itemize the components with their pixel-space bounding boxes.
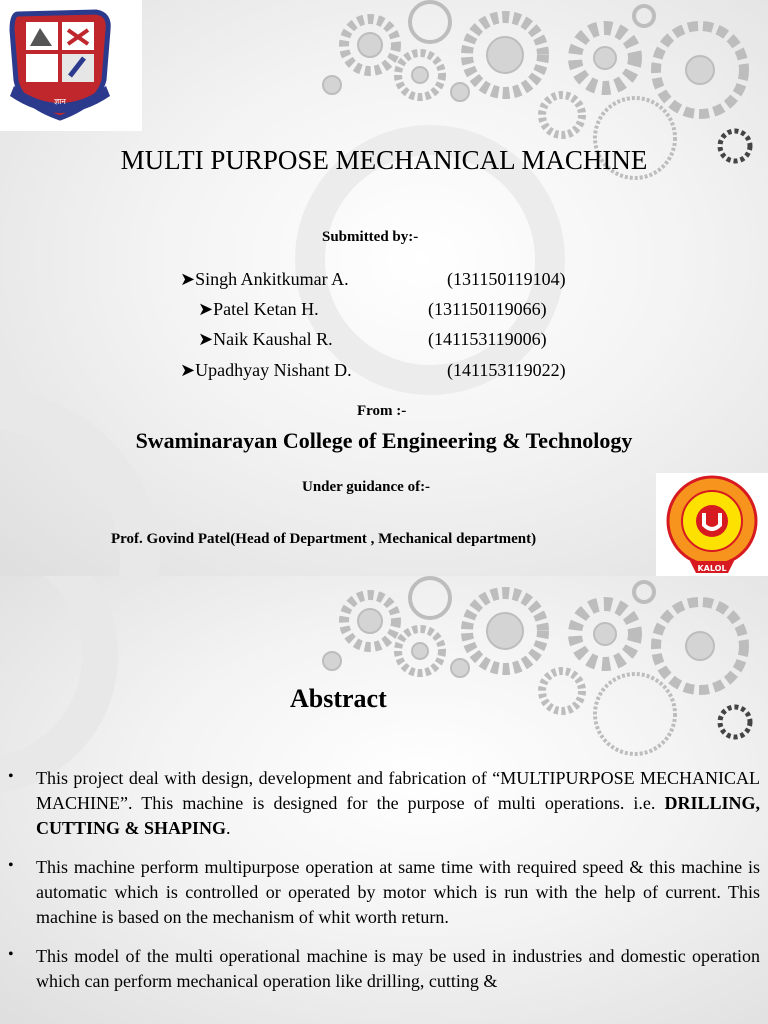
bullet-text: This model of the multi operational machine is may be used in industries and domestic operation which can perform mechanical operation like drilling, cutting & [36,946,760,991]
bullet-item [8,855,760,930]
submitted-by-label: Submitted by:- [322,229,419,245]
member-id: (131150119104) [447,269,566,289]
abstract-bullet-list [8,766,760,1008]
guidance-label: Under guidance of:- [302,479,431,495]
bullet-item [8,944,760,994]
college-name: Swaminarayan College of Engineering & Technology [135,428,633,453]
abstract-slide [0,576,768,1024]
gears-decoration [300,576,768,766]
presentation-title: MULTI PURPOSE MECHANICAL MACHINE [120,145,648,175]
bullet-text-end: . [226,818,231,838]
member-name: ➤Naik Kaushal R. [198,329,333,349]
bullet-icon: • [8,946,14,963]
university-logo [0,0,142,131]
bullet-icon: • [8,857,14,874]
member-name: ➤Patel Ketan H. [198,299,319,319]
from-label: From :- [357,403,407,419]
logo-text: ज्ञान [54,97,66,106]
guide-name: Prof. Govind Patel(Head of Department , Mechanical department) [111,531,537,547]
bullet-text: This project deal with design, development and fabrication of “MULTIPURPOSE MECHANICAL MACHINE”. This machine is designed for the purpose of multi operations. i.e. [36,768,760,813]
member-name: ➤Singh Ankitkumar A. [180,269,349,289]
member-name-text: Upadhyay Nishant D. [195,360,352,380]
member-id: (131150119066) [428,299,547,319]
gurukul-seal [656,473,768,576]
abstract-heading: Abstract [290,684,387,713]
bullet-bold-text: DRILLING, CUTTING & SHAPING [36,793,760,838]
bullet-icon: • [8,768,14,785]
member-id: (141153119006) [428,329,547,349]
member-name-text: Singh Ankitkumar A. [195,269,349,289]
bullet-item [8,766,760,841]
seal-place: KALOL [697,564,727,573]
bullet-text: This machine perform multipurpose operation at same time with required speed & this machine is automatic which is controlled or operated by motor which is run with the help of current. This machine is based on the mechanism of whit worth return. [36,857,760,927]
member-name-text: Patel Ketan H. [213,299,319,319]
member-id: (141153119022) [447,360,566,380]
member-name: ➤Upadhyay Nishant D. [180,360,352,380]
member-name-text: Naik Kaushal R. [213,329,333,349]
